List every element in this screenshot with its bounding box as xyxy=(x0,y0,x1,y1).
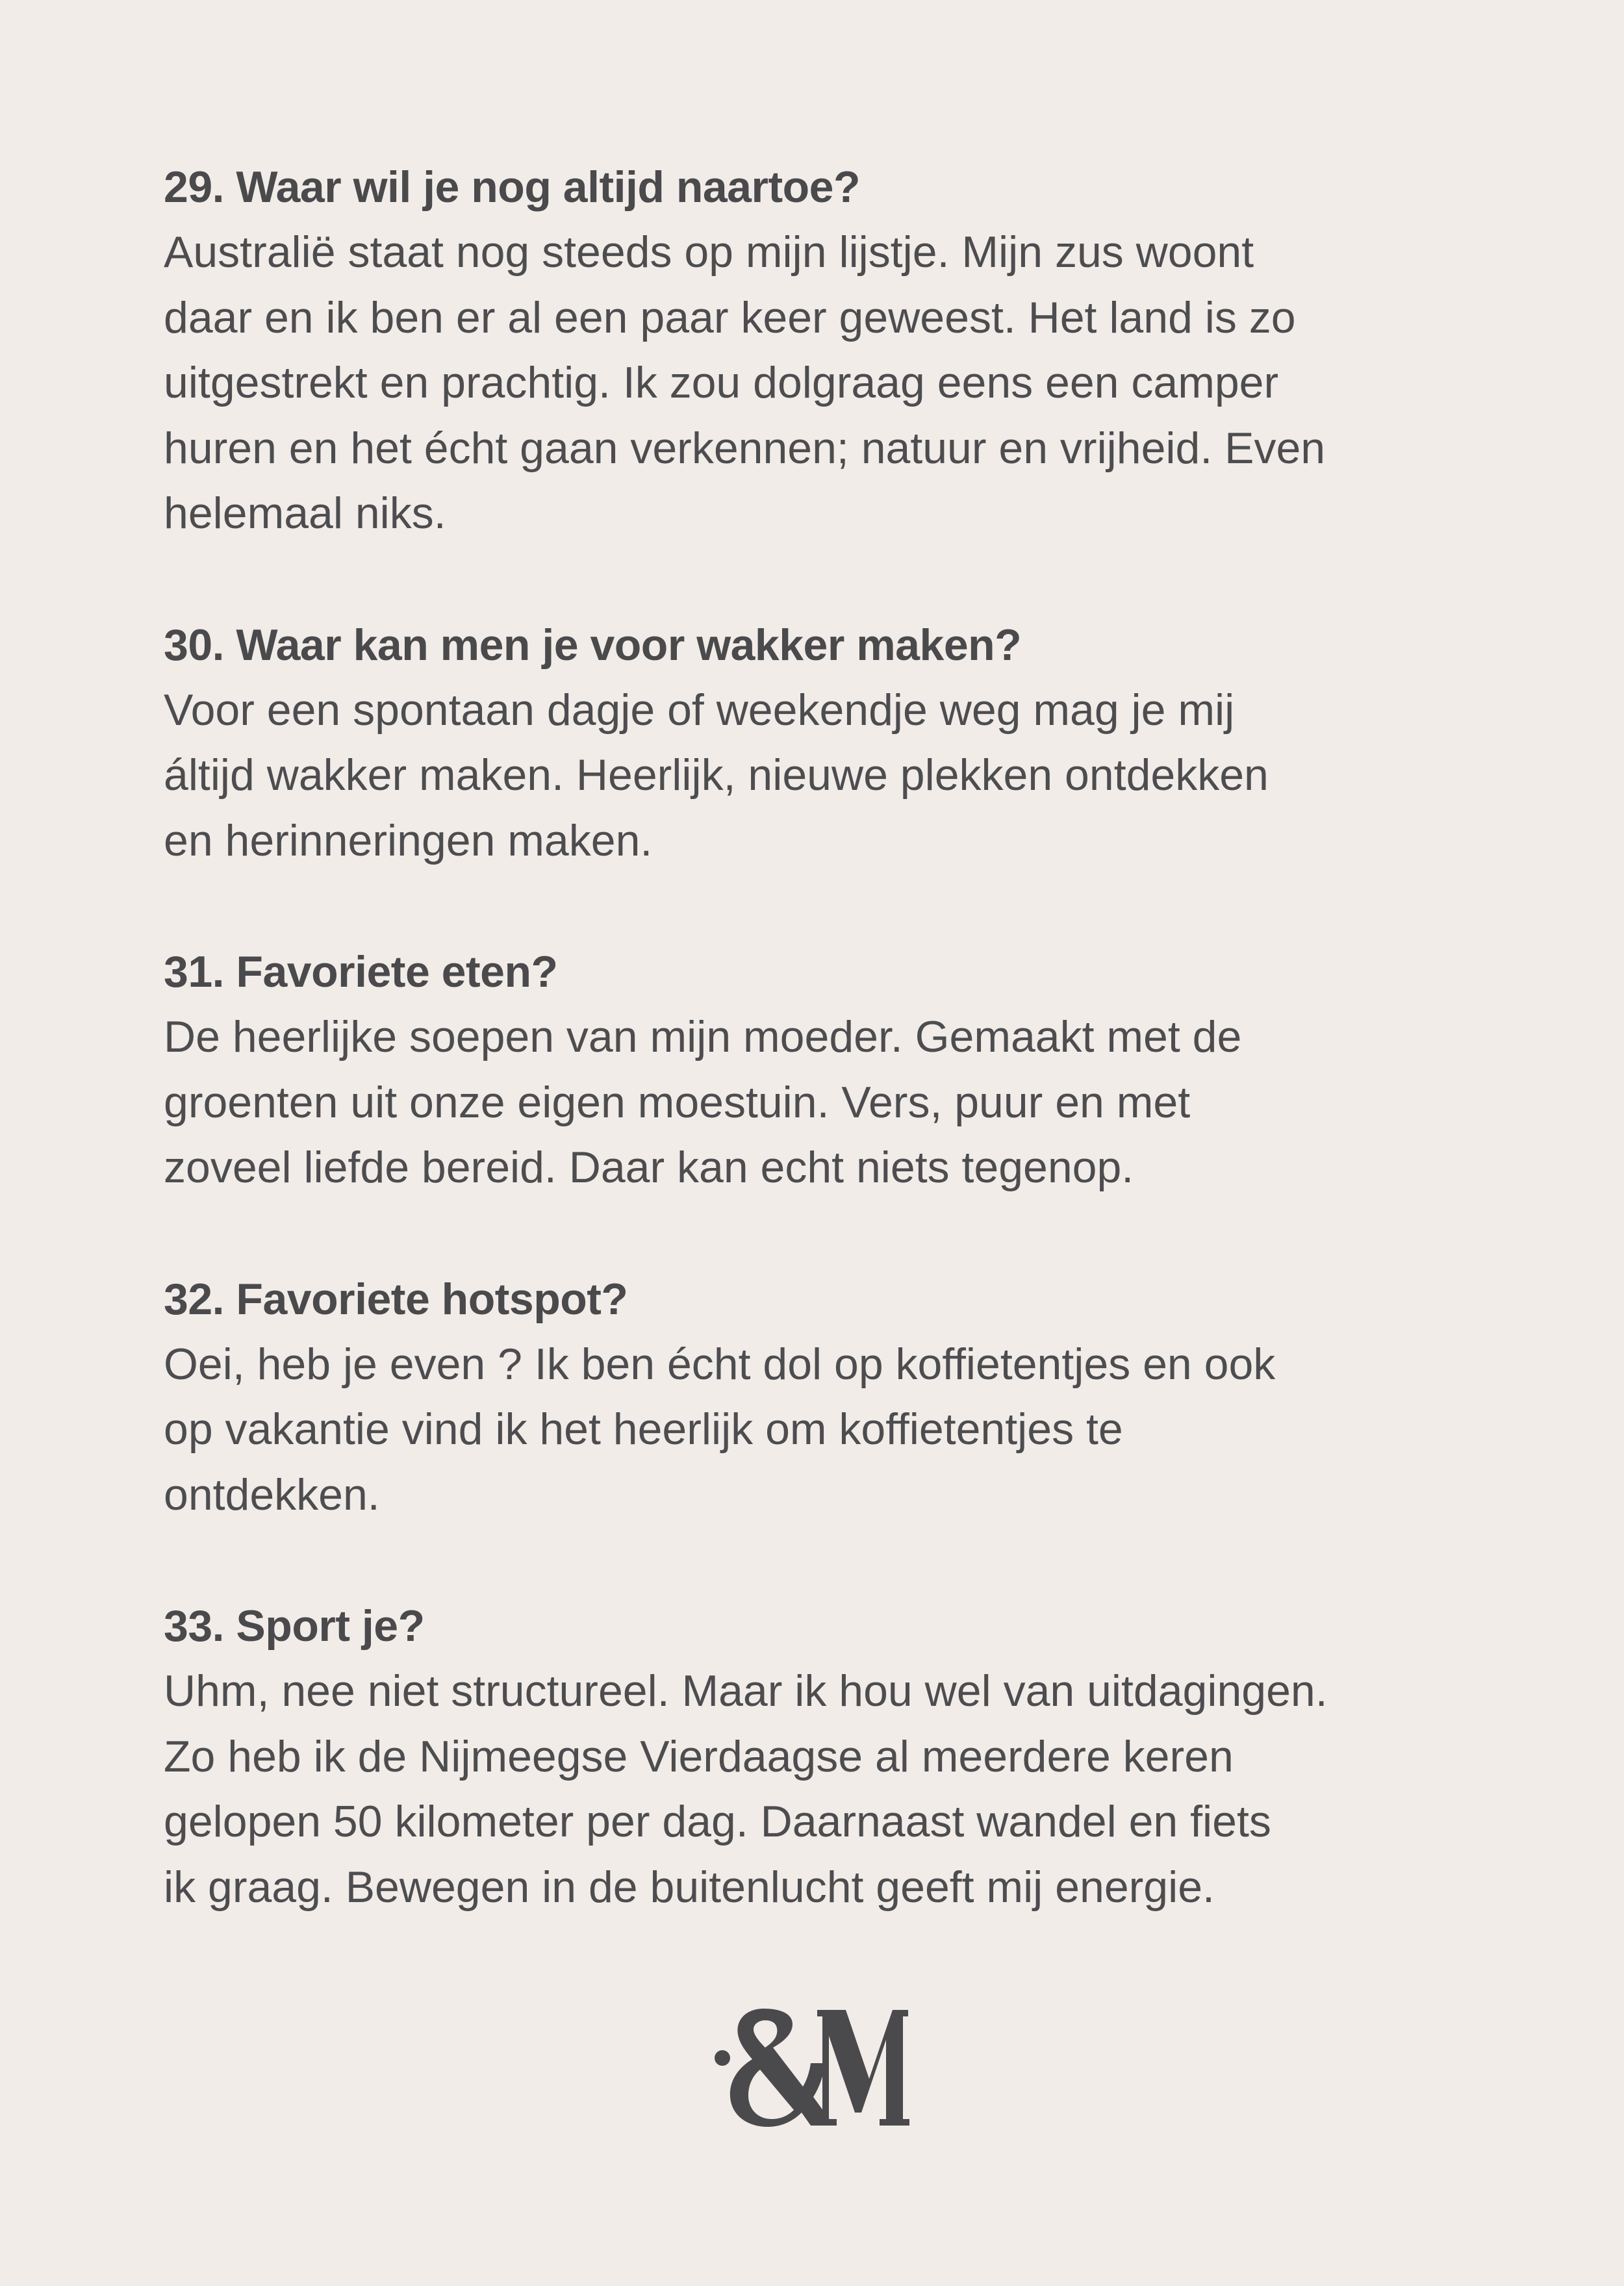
answer-line: De heerlijke soepen van mijn moeder. Gemaakt met de xyxy=(164,1012,1242,1061)
qa-item xyxy=(164,1594,1515,1920)
answer-line: uitgestrekt en prachtig. Ik zou dolgraag eens een camper xyxy=(164,358,1279,407)
answer-line: gelopen 50 kilometer per dag. Daarnaast wandel en fiets xyxy=(164,1797,1271,1846)
answer-line: Uhm, nee niet structureel. Maar ik hou wel van uitdagingen. xyxy=(164,1666,1328,1716)
question-heading: 30. Waar kan men je voor wakker maken? xyxy=(164,620,1022,670)
answer-text xyxy=(164,678,1515,874)
qa-list xyxy=(164,155,1515,1986)
answer-line: ontdekken. xyxy=(164,1469,380,1519)
answer-line: huren en het écht gaan verkennen; natuur en vrijheid. Even xyxy=(164,423,1326,473)
answer-line: ik graag. Bewegen in de buitenlucht geeft mij energie. xyxy=(164,1862,1215,1912)
answer-line: helemaal niks. xyxy=(164,489,446,538)
question-heading: 31. Favoriete eten? xyxy=(164,947,558,997)
answer-line: en herinneringen maken. xyxy=(164,815,653,865)
answer-line: Australië staat nog steeds op mijn lijstje. Mijn zus woont xyxy=(164,227,1254,277)
qa-item xyxy=(164,155,1515,546)
question-heading: 29. Waar wil je nog altijd naartoe? xyxy=(164,162,860,212)
qa-item xyxy=(164,939,1515,1200)
answer-text xyxy=(164,1658,1515,1920)
qa-item xyxy=(164,1267,1515,1528)
question-heading: 33. Sport je? xyxy=(164,1601,425,1651)
monogram-icon xyxy=(713,2001,912,2128)
answer-line: Zo heb ik de Nijmeegse Vierdaagse al meerdere keren xyxy=(164,1731,1234,1781)
answer-line: Voor een spontaan dagje of weekendje weg mag je mij xyxy=(164,685,1235,735)
answer-line: daar en ik ben er al een paar keer geweest. Het land is zo xyxy=(164,292,1296,342)
answer-line: zoveel liefde bereid. Daar kan echt niets tegenop. xyxy=(164,1143,1134,1192)
answer-line: op vakantie vind ik het heerlijk om koffietentjes te xyxy=(164,1404,1123,1454)
answer-line: áltijd wakker maken. Heerlijk, nieuwe plekken ontdekken xyxy=(164,750,1269,800)
brand-monogram-logo xyxy=(713,2001,912,2128)
answer-line: Oei, heb je even ? Ik ben écht dol op koffietentjes en ook xyxy=(164,1339,1276,1389)
answer-text xyxy=(164,220,1515,546)
answer-line: groenten uit onze eigen moestuin. Vers, puur en met xyxy=(164,1077,1191,1127)
answer-text xyxy=(164,1332,1515,1528)
answer-text xyxy=(164,1004,1515,1200)
qa-item xyxy=(164,613,1515,874)
question-heading: 32. Favoriete hotspot? xyxy=(164,1274,628,1324)
